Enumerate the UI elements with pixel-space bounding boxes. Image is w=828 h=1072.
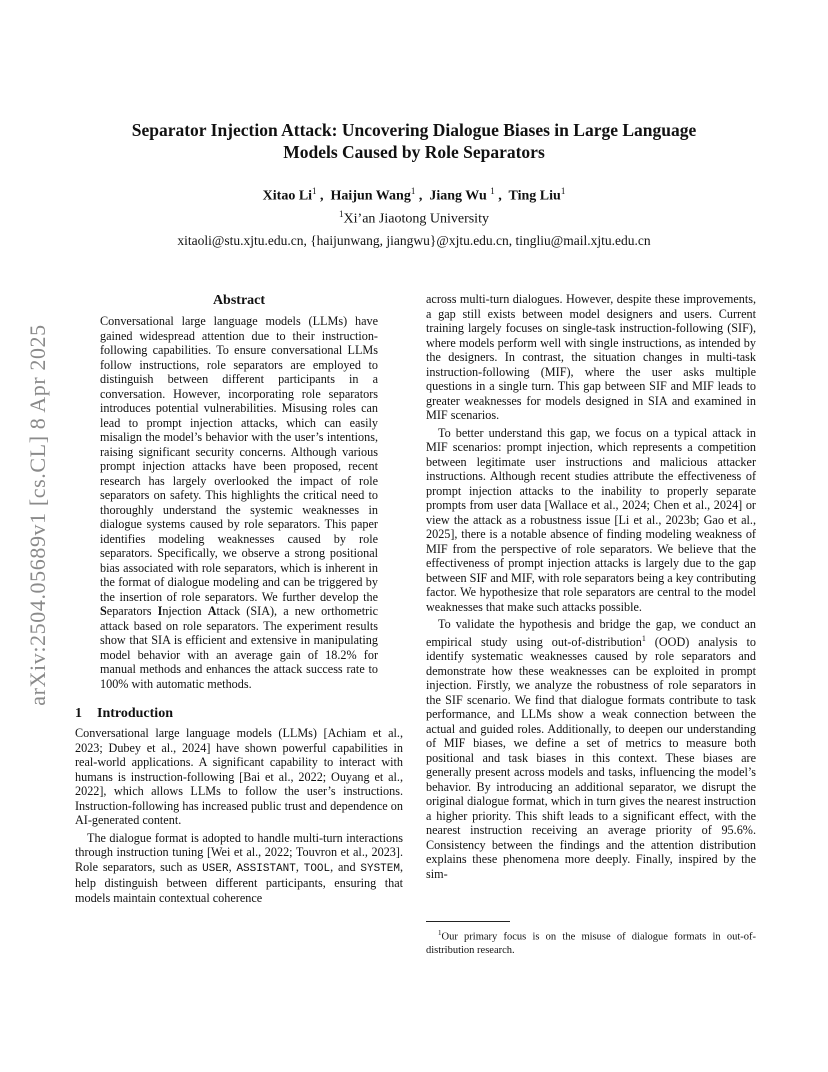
abstract-body xyxy=(100,314,378,691)
author-name: Ting Liu xyxy=(508,188,561,204)
sia-word-rest: ttack xyxy=(216,604,241,618)
author-affiliation-mark: 1 xyxy=(312,186,317,196)
right-paragraph-1: across multi-turn dialogues. However, despite these improvements, a gap still exists between model designers and users. Current training largely focuses on single-task instruction-following (SIF), where models perform well with single instructions, as intended by the designers. In contrast, the situation changes in multi-task instruction-following (MIF), where the user asks multiple questions in a single turn. This gap between SIF and MIF leads to greater weaknesses for models designed in SIA and examined in MIF scenarios. xyxy=(426,292,756,422)
author-list: Xitao Li$^1$ , Haijun Wang$^1$ , Jiang Wu $^1$ , Ting Liu$^1$ xyxy=(262,186,566,204)
abstract-heading: Abstract xyxy=(212,293,266,308)
footnote xyxy=(426,927,756,957)
author-name: Xitao Li xyxy=(262,188,313,204)
paper-title xyxy=(60,119,768,163)
right-p3-text-2: (OOD) analysis to identify systematic weaknesses caused by role separators and demonstrate how these weaknesses can be exploited in prompt injection. Firstly, we analyze the robustness of role separators in the SIF scenario. We find that dialogue formats contribute to task performance, and LLMs show a weak connection between the actual and guided roles. Additionally, to deepen our understanding of MIF biases, we define a set of metrics to measure both positional and task biases in this context. These biases are generally present across models and tasks, influencing the model’s behavior. By introducing an additional separator, we disrupt the original dialogue format, which in turn gives the nearest instruction a higher priority. This shift leads to a significant effect, with the nearest instruction receiving an average priority of 95.6%. Consistency between the findings and the attention distribution explains these phenomena more deeply. Finally, inspired by the sim- xyxy=(426,634,756,881)
intro-p2-text-1: The dialogue format is adopted to handle multi-turn interactions through instruction tuning [Wei et al., 2022; Touvron et al., 2023]. Role separators, such as xyxy=(75,830,403,874)
affiliation-mark: 1 xyxy=(339,209,344,219)
sia-word-rest: njection xyxy=(162,604,208,618)
sia-letter-a: A xyxy=(207,604,217,618)
role-tool: TOOL xyxy=(303,862,331,875)
section-number: 1 xyxy=(75,706,82,721)
author-name: Jiang Wu xyxy=(429,188,487,204)
sia-letter-s: S xyxy=(100,604,107,618)
author-affiliation-mark: 1 xyxy=(560,186,566,196)
affiliation xyxy=(60,209,768,228)
author-name: Haijun Wang xyxy=(330,188,411,204)
title-line-2: Models Caused by Role Separators xyxy=(283,142,545,162)
role-system: SYSTEM xyxy=(360,862,400,875)
intro-p2-text-2: , help distinguish between different participants, ensuring that models maintain contextual coherence xyxy=(75,859,404,905)
section-heading-introduction xyxy=(75,705,403,723)
intro-paragraph-1: Conversational large language models (LLMs) [Achiam et al., 2023; Dubey et al., 2024] have shown powerful capabilities in real-world applications. A significant capability to interact with humans is instruction-following [Bai et al., 2022; Ouyang et al., 2022], which allows LLMs to follow the user’s instructions. Instruction-following has increased public trust and dependence on AI-generated content. xyxy=(75,726,403,827)
footnote-text: Our primary focus is on the misuse of dialogue formats in out-of-distribution research. xyxy=(426,931,756,956)
sia-word-rest: eparators xyxy=(106,604,158,618)
arxiv-id[interactable]: arXiv:2504.05689v1 [cs.CL] 8 Apr 2025 xyxy=(25,324,50,706)
title-line-1: Separator Injection Attack: Uncovering Dialogue Biases in Large Language xyxy=(131,120,697,140)
footnote-divider xyxy=(426,921,510,922)
author-emails: xitaoli@stu.xjtu.edu.cn, {haijunwang, jiangwu}@xjtu.edu.cn, tingliu@mail.xjtu.edu.cn xyxy=(177,233,651,248)
arxiv-sidebar-stamp xyxy=(18,295,58,735)
section-title: Introduction xyxy=(97,706,173,721)
footnote-reference[interactable]: 1 xyxy=(641,633,646,643)
author-affiliation-mark: 1 xyxy=(410,186,416,196)
abstract-text-part-2: (SIA), a new orthometric attack based on role separators. The experiment results show that SIA is efficient and extensive in manipulating model behavior with an average gain of 18.2% for manual methods and enhances the attack success rate to 100% with automatic methods. xyxy=(100,604,378,691)
right-column xyxy=(426,292,756,881)
intro-paragraph-2: The dialogue format is adopted to handle multi-turn interactions through instruction tuning [Wei et al., 2022; Touvron et al., 2023]. Role separators, such as USER, ASSISTANT, TOOL, and SYSTEM, help distinguish between different participants, ensuring that models maintain contextual coherence xyxy=(75,830,404,905)
author-affiliation-mark: 1 xyxy=(490,186,495,196)
role-user: USER xyxy=(202,862,229,875)
abstract-text-part-1: Conversational large language models (LLMs) have gained widespread attention due to their instruction-following capabilities. To ensure conversational LLMs follow instructions, role separators are employed to distinguish between different participants in a conversation. However, incorporating role separators introduces potential vulnerabilities. Misusing roles can lead to prompt injection attacks, which can easily misalign the model’s behavior with the user’s intentions, raising significant security concerns. Although various prompt injection attacks have been proposed, recent research has largely overlooked the impact of role separators on safety. This highlights the critical need to thoroughly understand the systemic weaknesses in dialogue systems caused by role separators. This paper identifies modeling weaknesses caused by role separators. Specifically, we observe a strong positional bias associated with role separators, which is inherent in the format of dialogue modeling and can be triggered by the insertion of role separators. We further develop the xyxy=(100,314,378,604)
left-column xyxy=(75,292,403,905)
right-paragraph-2: To better understand this gap, we focus on a typical attack in MIF scenarios: prompt injection, which represents a competition between legitimate user instructions and malicious attacker instructions. Although recent studies attribute the effectiveness of prompt injection attacks to the inability to properly separate prompts from user data [Wallace et al., 2024; Chen et al., 2024] or view the attack as a robustness issue [Li et al., 2023b; Gao et al., 2025], there is a notable absence of finding modeling weakness of MIF from the perspective of role separators. We believe that the effectiveness of prompt injection attacks is largely due to the gap between SIF and MIF, with role separators being a key contributing factor. We hypothesize that role separators are central to the model weaknesses that make such attacks possible. xyxy=(426,425,756,614)
sia-letter-i: I xyxy=(157,604,163,618)
right-paragraph-3 xyxy=(426,617,756,881)
right-p3-text-1: To validate the hypothesis and bridge the gap, we conduct an empirical study using out-of-distribution xyxy=(426,617,756,649)
role-assistant: ASSISTANT xyxy=(236,862,296,875)
affiliation-name: Xi’an Jiaotong University xyxy=(343,211,489,227)
footnote-mark: 1 xyxy=(438,929,442,937)
